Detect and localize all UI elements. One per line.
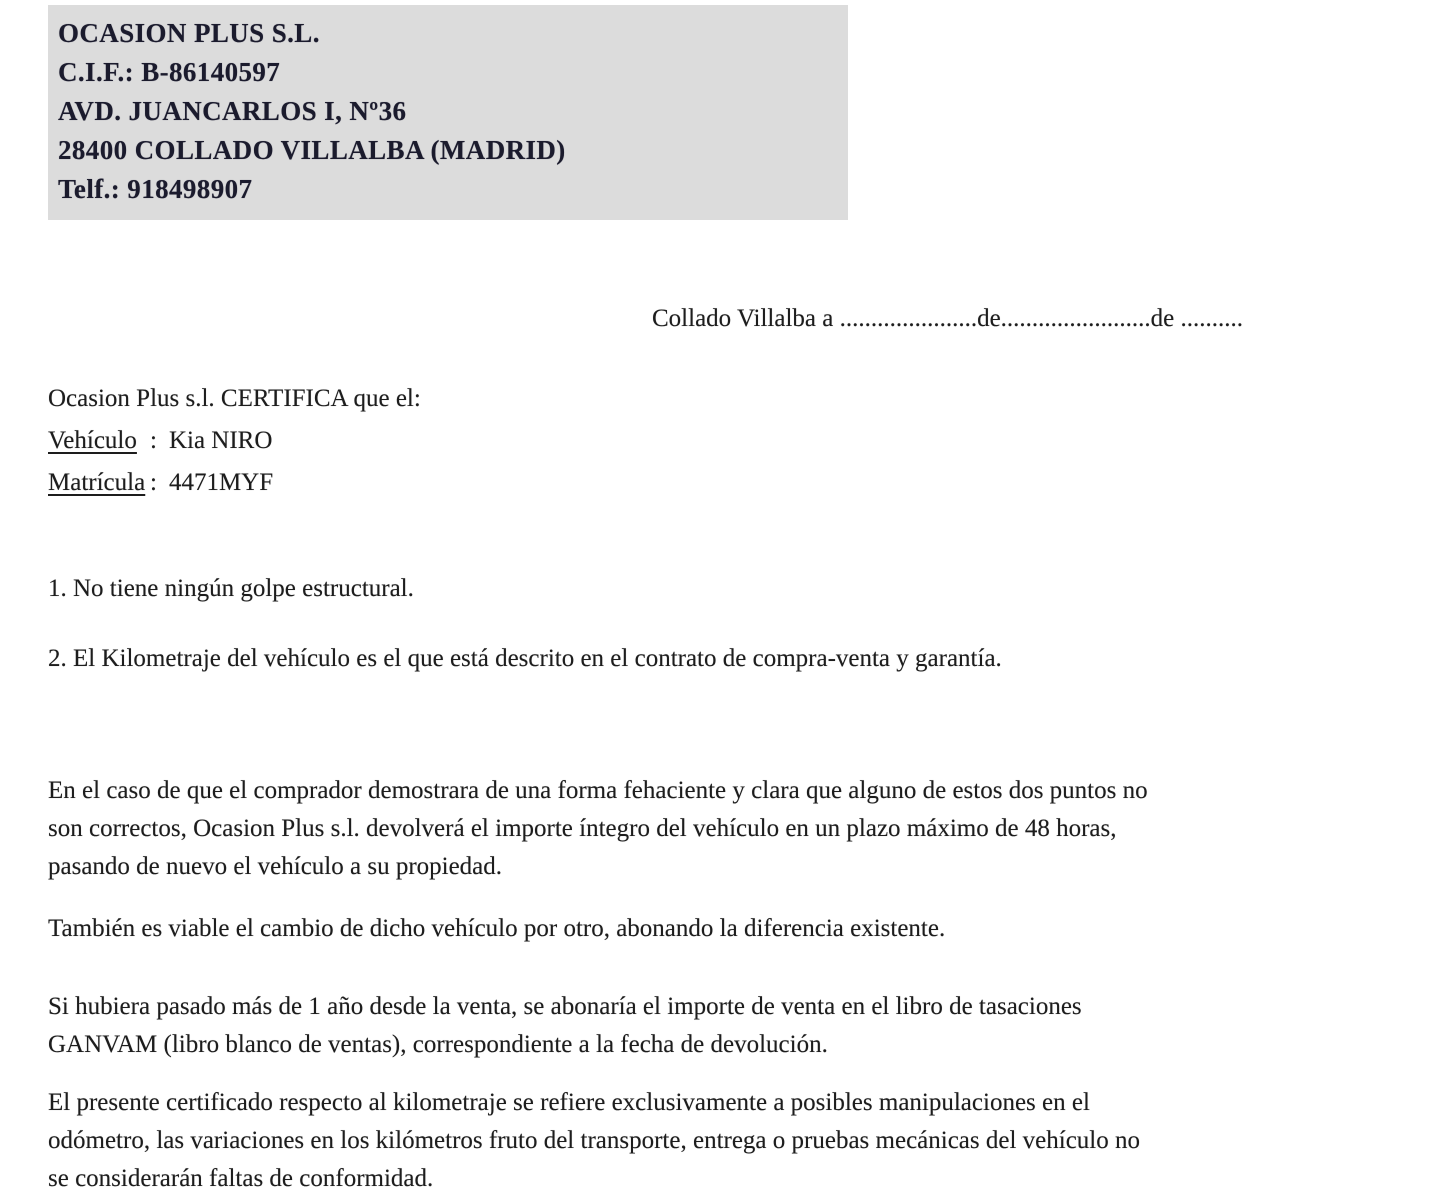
- company-city: 28400 COLLADO VILLALBA (MADRID): [58, 135, 566, 165]
- paragraph-line: se considerarán faltas de conformidad.: [48, 1165, 434, 1192]
- paragraph-line: odómetro, las variaciones en los kilómetros fruto del transporte, entrega o pruebas mecánicas del vehículo no: [48, 1127, 1141, 1154]
- paragraph-line: El presente certificado respecto al kilometraje se refiere exclusivamente a posibles manipulaciones en el: [48, 1089, 1090, 1116]
- vehicle-value: Kia NIRO: [168, 427, 273, 454]
- plate-separator: :: [150, 469, 157, 496]
- vehicle-separator: :: [150, 427, 157, 454]
- certification-block: [48, 378, 1390, 504]
- paragraph-line: son correctos, Ocasion Plus s.l. devolverá el importe íntegro del vehículo en un plazo máximo de 48 horas,: [48, 815, 1117, 842]
- plate-value: 4471MYF: [168, 469, 274, 496]
- paragraph-line: GANVAM (libro blanco de ventas), correspondiente a la fecha de devolución.: [48, 1031, 828, 1058]
- plate-field: [48, 462, 1390, 504]
- paragraph-odometer: [48, 1084, 1390, 1198]
- conditions-list: [48, 570, 1390, 678]
- paragraph-line: pasando de nuevo el vehículo a su propiedad.: [48, 853, 503, 880]
- paragraph-ganvam: [48, 988, 1390, 1064]
- company-cif: C.I.F.: B-86140597: [58, 57, 281, 87]
- paragraph-refund: [48, 772, 1390, 886]
- plate-label: Matrícula: [48, 469, 146, 496]
- condition-2: 2. El Kilometraje del vehículo es el que está descrito en el contrato de compra-venta y garantía.: [48, 645, 1002, 672]
- company-name: OCASION PLUS S.L.: [58, 18, 320, 48]
- condition-1: 1. No tiene ningún golpe estructural.: [48, 575, 414, 602]
- certification-intro: Ocasion Plus s.l. CERTIFICA que el:: [48, 385, 421, 412]
- paragraph-line: En el caso de que el comprador demostrara de una forma fehaciente y clara que alguno de estos dos puntos no: [48, 777, 1148, 804]
- paragraph-exchange: [48, 910, 1390, 948]
- company-address: AVD. JUANCARLOS I, Nº36: [58, 96, 407, 126]
- paragraph-line: Si hubiera pasado más de 1 año desde la venta, se abonaría el importe de venta en el libro de tasaciones: [48, 993, 1082, 1020]
- company-header-box: [48, 5, 848, 220]
- vehicle-field: [48, 420, 1390, 462]
- date-line: Collado Villalba a ......................de........................de ..........: [652, 305, 1244, 332]
- company-phone: Telf.: 918498907: [58, 174, 253, 204]
- vehicle-label: Vehículo: [48, 427, 137, 454]
- paragraph-line: También es viable el cambio de dicho vehículo por otro, abonando la diferencia existente.: [48, 915, 946, 942]
